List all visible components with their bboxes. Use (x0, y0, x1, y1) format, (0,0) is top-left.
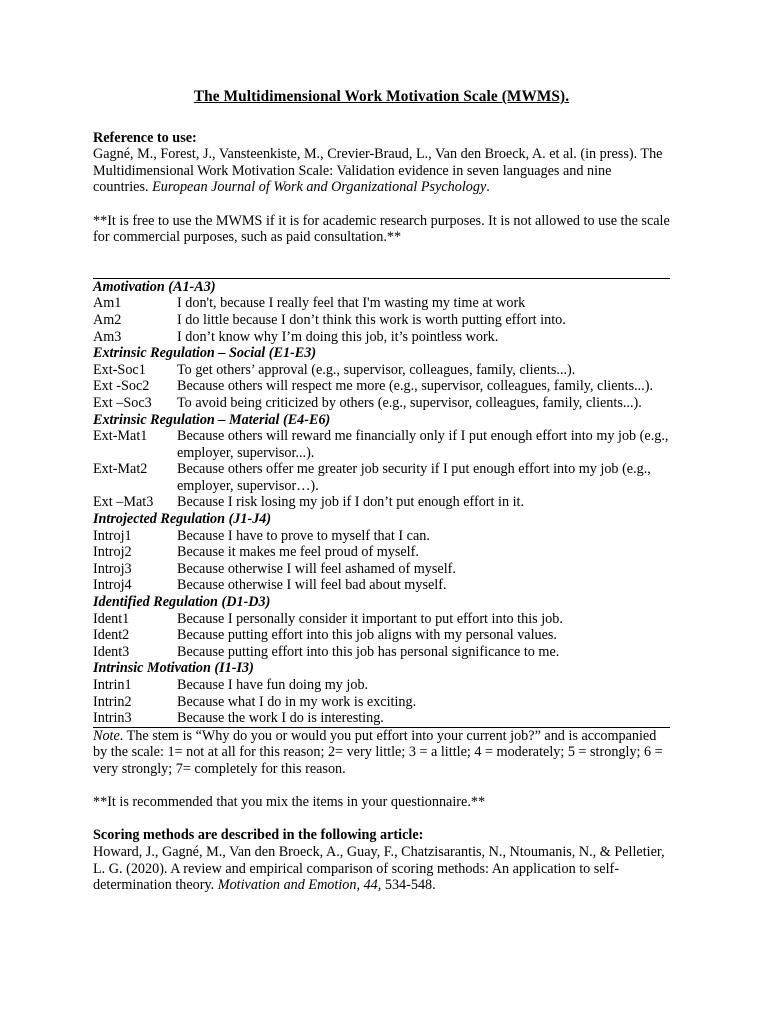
scoring-end: 534-548. (381, 877, 436, 894)
item-text: I do little because I don’t think this work is worth putting effort into. (177, 311, 566, 328)
mix-note: **It is recommended that you mix the items in your questionnaire.** (93, 794, 486, 811)
document-page (93, 89, 670, 894)
item-text: Because I risk losing my job if I don’t put enough effort in it. (177, 494, 525, 511)
item-code: Introj2 (93, 544, 132, 561)
scoring-journal: Motivation and Emotion, 44, (217, 877, 382, 894)
item-row (93, 362, 670, 379)
item-row (93, 644, 670, 661)
item-text: Because others will respect me more (e.g., supervisor, colleagues, family, clients...). (177, 378, 654, 395)
reference-text: Gagné, M., Forest, J., Vansteenkiste, M., Crevier-Braud, L., Van den Broeck, A. et al. (in press). The Multidimensional Work Motivation Scale: Validation evidence in seven languages and nine countries. (93, 146, 663, 196)
item-row (93, 528, 670, 545)
item-row (93, 561, 670, 578)
usage-note: **It is free to use the MWMS if it is for academic research purposes. It is not allowed to use the scale for commercial purposes, such as paid consultation.** (93, 212, 670, 246)
item-row (93, 710, 670, 727)
section-heading: Intrinsic Motivation (I1-I3) (93, 660, 254, 677)
section-heading: Extrinsic Regulation – Material (E4-E6) (93, 411, 331, 428)
item-row (93, 295, 670, 312)
item-text: Because I personally consider it important to put effort into this job. (177, 610, 563, 627)
item-row (93, 329, 670, 346)
item-text: Because others will reward me financially only if I put enough effort into my job (e.g., employer, supervisor...). (177, 428, 669, 461)
reference-heading: Reference to use: (93, 129, 197, 146)
item-row (93, 577, 670, 594)
document-title: The Multidimensional Work Motivation Scale (MWMS). (193, 88, 570, 105)
item-code: Ident3 (93, 643, 130, 660)
item-code: Introj4 (93, 577, 132, 594)
item-text: Because putting effort into this job aligns with my personal values. (177, 627, 557, 644)
item-row (93, 494, 670, 511)
section-heading: Extrinsic Regulation – Social (E1-E3) (93, 345, 317, 362)
section-heading: Introjected Regulation (J1-J4) (93, 511, 272, 528)
scale-note (93, 728, 670, 778)
item-code: Ident1 (93, 610, 130, 627)
reference-end: . (486, 179, 490, 196)
item-code: Ext -Soc2 (93, 378, 150, 395)
note-label: Note (93, 727, 120, 744)
item-text: Because otherwise I will feel ashamed of myself. (177, 560, 456, 577)
item-row (93, 395, 670, 412)
item-row (93, 544, 670, 561)
item-code: Intrin1 (93, 677, 132, 693)
item-row (93, 378, 670, 395)
item-text: Because the work I do is interesting. (177, 710, 384, 727)
item-code: Intrin2 (93, 693, 132, 710)
item-text: Because I have fun doing my job. (177, 677, 369, 693)
item-text: I don't, because I really feel that I'm wasting my time at work (177, 295, 526, 312)
scoring-text: Howard, J., Gagné, M., Van den Broeck, A., Guay, F., Chatzisarantis, N., Ntoumanis, N., & Pelletier, L. G. (2020). A review and empirical comparison of scoring methods: An application to self-determination theory. (93, 843, 665, 894)
item-code: Ident2 (93, 627, 130, 644)
item-text: Because otherwise I will feel bad about myself. (177, 577, 447, 594)
item-row (93, 627, 670, 644)
item-code: Ext –Soc3 (93, 394, 152, 411)
scoring-heading: Scoring methods are described in the following article: (93, 827, 424, 844)
item-row (93, 461, 670, 494)
item-code: Am1 (93, 295, 122, 312)
item-row (93, 428, 670, 461)
item-text: Because putting effort into this job has personal significance to me. (177, 643, 560, 660)
item-code: Am3 (93, 328, 122, 345)
item-text: Because others offer me greater job security if I put enough effort into my job (e.g., employer, supervisor…). (177, 461, 651, 494)
note-text: . The stem is “Why do you or would you put effort into your current job?” and is accompanied by the scale: 1= not at all for this reason; 2= very little; 3 = a little; 4 = moderately; 5 = strongly; 6 = very strongly; 7= completely for this reason. (93, 727, 663, 777)
item-row (93, 312, 670, 329)
item-text: To get others’ approval (e.g., supervisor, colleagues, family, clients...). (177, 361, 576, 378)
item-text: To avoid being criticized by others (e.g., supervisor, colleagues, family, clients...). (177, 394, 642, 411)
item-row (93, 677, 670, 694)
item-text: I don’t know why I’m doing this job, it’s pointless work. (177, 328, 499, 345)
reference-journal: European Journal of Work and Organizational Psychology (152, 179, 487, 196)
item-row (93, 611, 670, 628)
item-code: Introj3 (93, 560, 132, 577)
section-heading: Identified Regulation (D1-D3) (93, 594, 271, 611)
item-code: Ext-Mat1 (93, 428, 148, 445)
scale-table (93, 278, 670, 728)
item-code: Introj1 (93, 527, 132, 544)
item-text: Because it makes me feel proud of myself. (177, 544, 419, 561)
section-heading: Amotivation (A1-A3) (93, 278, 216, 295)
item-code: Ext –Mat3 (93, 494, 154, 511)
item-code: Am2 (93, 311, 122, 328)
item-row (93, 694, 670, 711)
scoring-citation (93, 844, 670, 894)
item-text: Because I have to prove to myself that I can. (177, 527, 430, 544)
item-code: Ext-Mat2 (93, 461, 148, 478)
item-text: Because what I do in my work is exciting. (177, 693, 417, 710)
item-code: Intrin3 (93, 710, 132, 727)
reference-citation (93, 146, 670, 196)
item-code: Ext-Soc1 (93, 361, 146, 378)
